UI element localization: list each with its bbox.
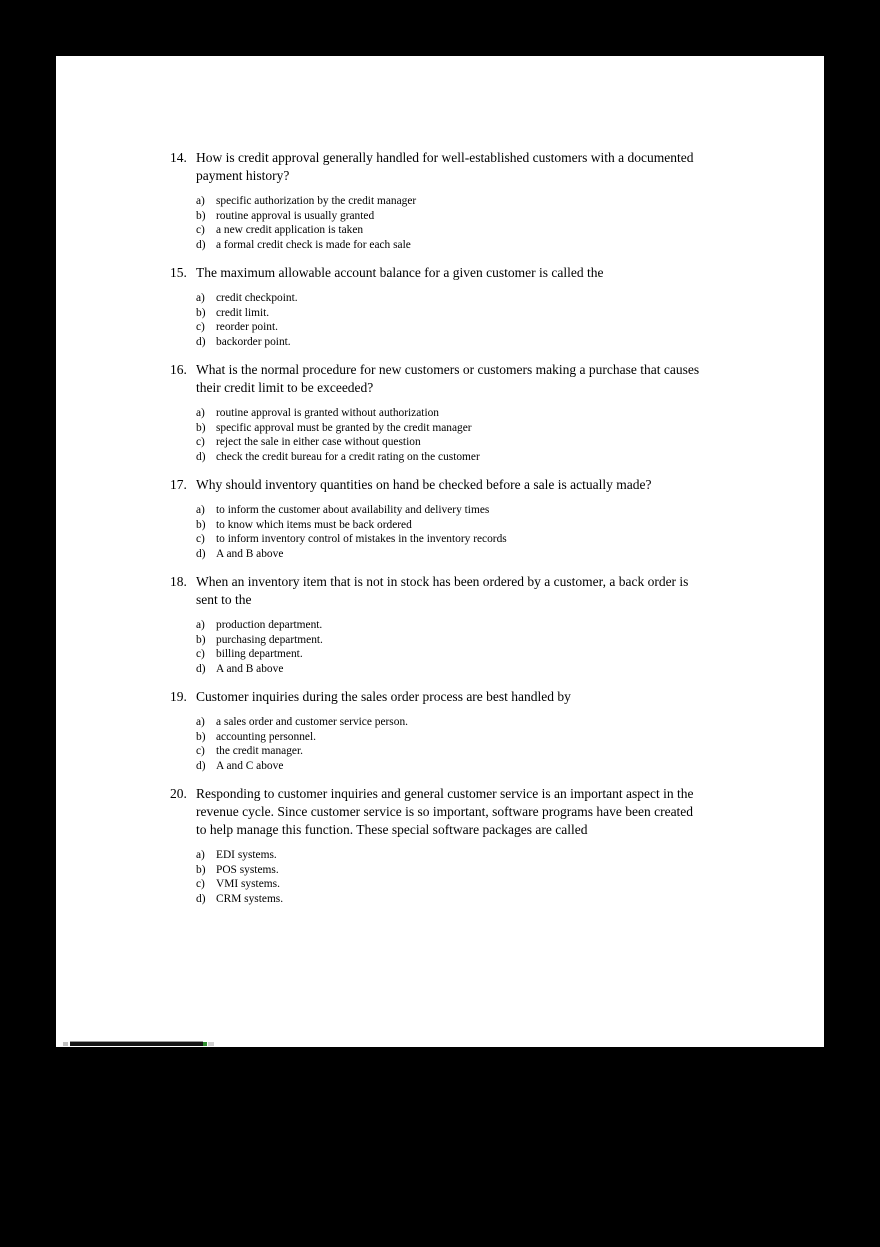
question-body	[196, 573, 706, 676]
option-text: to inform the customer about availability and delivery times	[216, 504, 490, 516]
option-text: purchasing department.	[216, 633, 323, 646]
option-letter: a)	[196, 849, 205, 861]
option-text: to inform inventory control of mistakes in the inventory records	[216, 533, 507, 545]
option-item	[196, 715, 706, 730]
option-item	[196, 194, 706, 209]
option-letter: c)	[196, 648, 205, 660]
option-letter: d)	[196, 450, 206, 463]
question-text: Customer inquiries during the sales order process are best handled by	[196, 689, 571, 704]
option-text: a new credit application is taken	[216, 224, 364, 236]
question-item	[170, 264, 770, 349]
document-page	[56, 56, 824, 1047]
option-letter: d)	[196, 892, 206, 905]
options-list	[196, 715, 706, 773]
option-letter: b)	[196, 209, 206, 222]
option-item	[196, 291, 706, 306]
option-letter: d)	[196, 759, 206, 772]
question-number: 16.	[170, 362, 187, 377]
option-item	[196, 238, 706, 253]
option-text: POS systems.	[216, 863, 279, 876]
question-body	[196, 785, 706, 906]
option-letter: c)	[196, 224, 205, 236]
option-letter: d)	[196, 335, 206, 348]
option-item	[196, 306, 706, 321]
option-text: CRM systems.	[216, 892, 284, 905]
window-edge-bar	[70, 1041, 203, 1046]
option-letter: c)	[196, 436, 205, 448]
options-list	[196, 618, 706, 676]
option-letter: a)	[196, 292, 205, 304]
questions-list	[170, 149, 770, 918]
option-text: A and C above	[216, 759, 284, 772]
option-text: check the credit bureau for a credit rating on the customer	[216, 450, 480, 463]
option-item	[196, 421, 706, 436]
options-list	[196, 503, 706, 561]
option-item	[196, 877, 706, 892]
question-body	[196, 361, 706, 464]
option-letter: b)	[196, 730, 206, 743]
option-item	[196, 320, 706, 335]
option-item	[196, 547, 706, 562]
option-text: A and B above	[216, 547, 284, 560]
option-text: production department.	[216, 619, 323, 631]
option-text: billing department.	[216, 648, 303, 660]
option-item	[196, 744, 706, 759]
option-item	[196, 662, 706, 677]
option-letter: a)	[196, 619, 205, 631]
question-text: How is credit approval generally handled for well-established customers with a documented payment history?	[196, 150, 694, 183]
option-letter: b)	[196, 421, 206, 434]
question-item	[170, 361, 770, 464]
option-text: backorder point.	[216, 335, 291, 348]
option-letter: d)	[196, 238, 206, 251]
option-item	[196, 450, 706, 465]
option-item	[196, 892, 706, 907]
question-item	[170, 688, 770, 773]
option-letter: a)	[196, 407, 205, 419]
option-item	[196, 730, 706, 745]
option-text: credit limit.	[216, 306, 270, 319]
question-text: When an inventory item that is not in stock has been ordered by a customer, a back order is sent to the	[196, 574, 689, 607]
question-item	[170, 573, 770, 676]
option-text: accounting personnel.	[216, 730, 316, 743]
option-item	[196, 633, 706, 648]
option-letter: a)	[196, 195, 205, 207]
option-item	[196, 335, 706, 350]
question-number: 18.	[170, 574, 187, 589]
option-text: A and B above	[216, 662, 284, 675]
option-item	[196, 848, 706, 863]
option-item	[196, 518, 706, 533]
option-letter: d)	[196, 547, 206, 560]
option-item	[196, 209, 706, 224]
option-letter: b)	[196, 518, 206, 531]
option-letter: c)	[196, 533, 205, 545]
option-item	[196, 647, 706, 662]
question-text: The maximum allowable account balance for a given customer is called the	[196, 265, 604, 280]
options-list	[196, 194, 706, 252]
option-item	[196, 223, 706, 238]
question-body	[196, 688, 706, 773]
option-letter: c)	[196, 878, 205, 890]
window-edge-green-mark	[203, 1042, 207, 1046]
option-letter: b)	[196, 633, 206, 646]
question-item	[170, 476, 770, 561]
question-item	[170, 785, 770, 906]
window-edge-end-cap	[208, 1042, 214, 1046]
option-text: EDI systems.	[216, 849, 277, 861]
option-text: reject the sale in either case without question	[216, 436, 421, 448]
partial-window-edge[interactable]	[63, 1041, 214, 1047]
option-text: routine approval is granted without authorization	[216, 407, 440, 419]
question-body	[196, 476, 706, 561]
options-list	[196, 848, 706, 906]
question-number: 20.	[170, 786, 187, 801]
option-letter: a)	[196, 504, 205, 516]
option-item	[196, 406, 706, 421]
option-text: specific authorization by the credit manager	[216, 195, 417, 207]
option-item	[196, 618, 706, 633]
option-text: a sales order and customer service person.	[216, 716, 408, 728]
question-number: 14.	[170, 150, 187, 165]
option-letter: c)	[196, 745, 205, 757]
question-item	[170, 149, 770, 252]
option-item	[196, 759, 706, 774]
option-text: reorder point.	[216, 321, 278, 333]
question-number: 17.	[170, 477, 187, 492]
option-text: to know which items must be back ordered	[216, 518, 412, 531]
question-number: 15.	[170, 265, 187, 280]
option-text: routine approval is usually granted	[216, 209, 375, 222]
option-letter: b)	[196, 306, 206, 319]
question-number: 19.	[170, 689, 187, 704]
option-letter: b)	[196, 863, 206, 876]
question-text: Responding to customer inquiries and general customer service is an important aspect in the revenue cycle. Since customer service is so important, software programs have been created to help manage this function. These special software packages are called	[196, 786, 694, 837]
option-text: a formal credit check is made for each sale	[216, 238, 411, 251]
option-item	[196, 532, 706, 547]
option-letter: a)	[196, 716, 205, 728]
option-text: the credit manager.	[216, 745, 303, 757]
question-body	[196, 264, 706, 349]
question-text: What is the normal procedure for new customers or customers making a purchase that causes their credit limit to be exceeded?	[196, 362, 700, 395]
option-letter: c)	[196, 321, 205, 333]
option-item	[196, 435, 706, 450]
question-text: Why should inventory quantities on hand be checked before a sale is actually made?	[196, 477, 652, 492]
option-item	[196, 503, 706, 518]
option-text: credit checkpoint.	[216, 292, 298, 304]
options-list	[196, 406, 706, 464]
option-text: specific approval must be granted by the credit manager	[216, 421, 472, 434]
question-body	[196, 149, 706, 252]
option-letter: d)	[196, 662, 206, 675]
options-list	[196, 291, 706, 349]
window-edge-left-dot	[63, 1042, 68, 1046]
option-text: VMI systems.	[216, 878, 280, 890]
option-item	[196, 863, 706, 878]
